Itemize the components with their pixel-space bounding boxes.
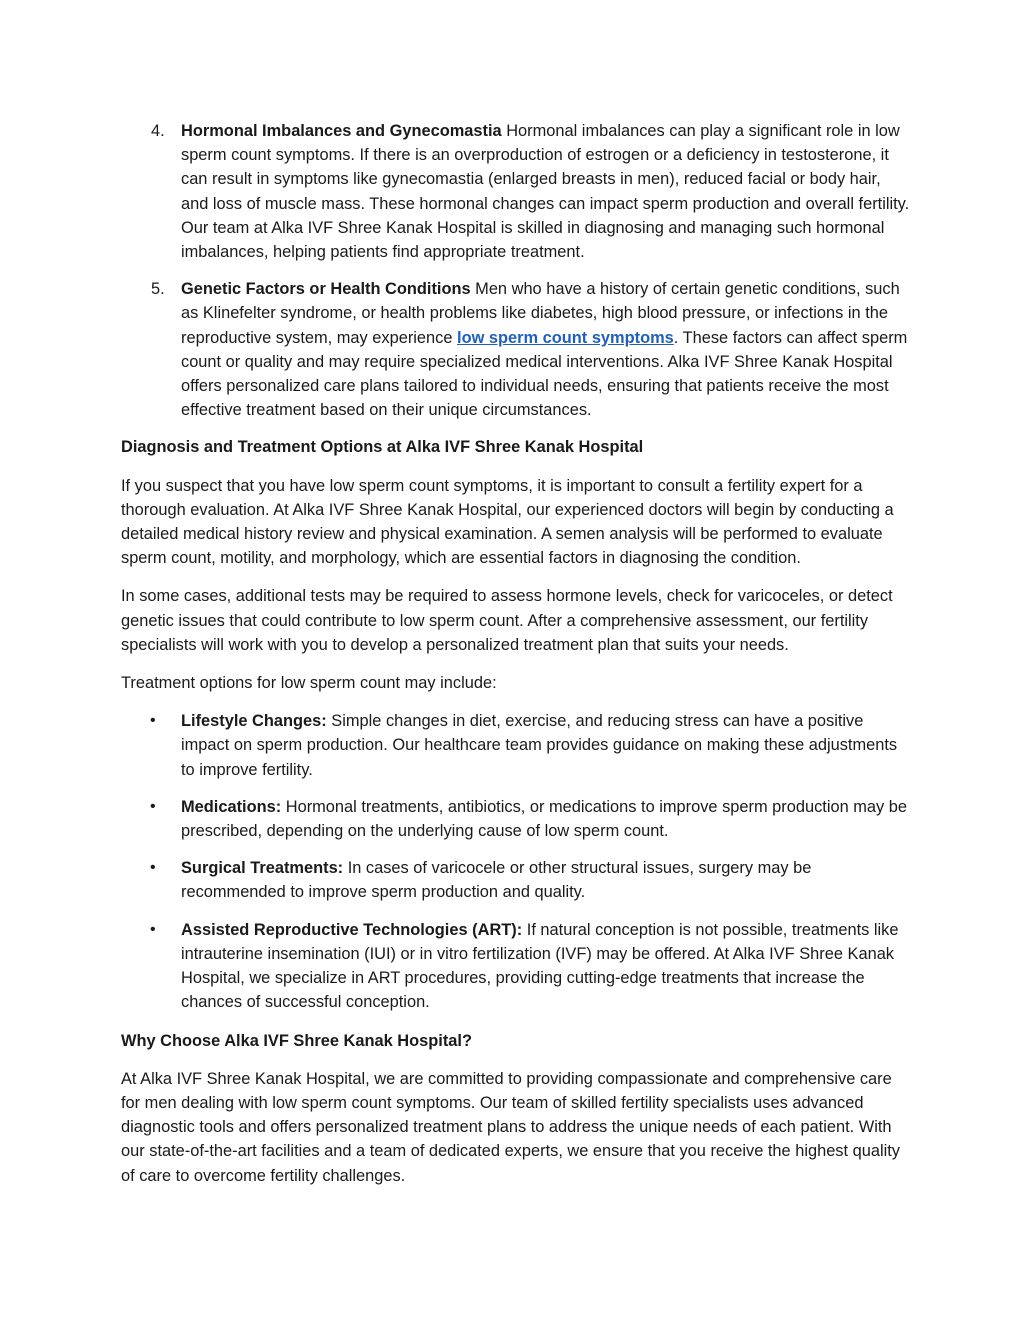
- bullet-title: Surgical Treatments:: [181, 859, 344, 878]
- list-number: 5.: [151, 280, 165, 299]
- bullet-text: Simple changes in diet, exercise, and reducing stress can have a positive impact on sperm production. Our healthcare team provides guidance on making these adjustments to improve fertility.: [181, 712, 898, 779]
- bullet-item: [121, 918, 911, 1015]
- bullet-text: If natural conception is not possible, treatments like intrauterine insemination (IUI) or in vitro fertilization (IVF) may be offered. At Alka IVF Shree Kanak Hospital, we specialize in ART procedures, providing cutting-edge treatments that increase the chances of successful conception.: [181, 920, 899, 1012]
- why-choose-paragraph: At Alka IVF Shree Kanak Hospital, we are committed to providing compassionate and comprehensive care for men dealing with low sperm count symptoms. Our team of skilled fertility specialists uses advanced diagnostic tools and offers personalized treatment plans to address the unique needs of each patient. With our state-of-the-art facilities and a team of dedicated experts, we ensure that you receive the highest quality of care to overcome fertility challenges.: [121, 1069, 900, 1185]
- list-item: [121, 277, 911, 422]
- bullet-icon: •: [150, 797, 156, 815]
- diagnosis-paragraph-2: In some cases, additional tests may be required to assess hormone levels, check for varicoceles, or detect genetic issues that could contribute to low sperm count. After a comprehensive assessment, our fertility specialists will work with you to develop a personalized treatment plan that suits your needs.: [121, 587, 893, 654]
- item-text: Hormonal imbalances can play a significant role in low sperm count symptoms. If there is an overproduction of estrogen or a deficiency in testosterone, it can result in symptoms like gynecomastia (enlarged breasts in men), reduced facial or body hair, and loss of muscle mass. These hormonal changes can impact sperm production and overall fertility. Our team at Alka IVF Shree Kanak Hospital is skilled in diagnosing and managing such hormonal imbalances, helping patients find appropriate treatment.: [181, 122, 910, 262]
- diagnosis-heading: Diagnosis and Treatment Options at Alka IVF Shree Kanak Hospital: [121, 438, 644, 457]
- item-title: Hormonal Imbalances and Gynecomastia: [181, 122, 502, 140]
- bullet-item: [121, 856, 911, 904]
- item-text-after-link: . These factors can affect sperm count or quality and may require specialized medical interventions. Alka IVF Shree Kanak Hospital offers personalized care plans tailored to individual needs, ensuring that patients receive the most effective treatment based on their unique circumstances.: [181, 328, 908, 420]
- item-title: Genetic Factors or Health Conditions: [181, 280, 471, 299]
- bullet-text: In cases of varicocele or other structural issues, surgery may be recommended to improve sperm production and quality.: [181, 859, 812, 902]
- list-item: [121, 119, 911, 264]
- diagnosis-paragraph-1: If you suspect that you have low sperm count symptoms, it is important to consult a fertility expert for a thorough evaluation. At Alka IVF Shree Kanak Hospital, our experienced doctors will begin by conducting a detailed medical history review and physical examination. A semen analysis will be performed to evaluate sperm count, motility, and morphology, which are essential factors in diagnosing the condition.: [121, 476, 894, 568]
- list-number: 4.: [151, 122, 165, 140]
- bullet-title: Assisted Reproductive Technologies (ART):: [181, 920, 523, 939]
- bullet-icon: •: [150, 712, 156, 730]
- bullet-title: Lifestyle Changes:: [181, 712, 327, 731]
- low-sperm-count-symptoms-link[interactable]: low sperm count symptoms: [457, 328, 674, 347]
- bullet-icon: •: [150, 859, 156, 877]
- bullet-text: Hormonal treatments, antibiotics, or medications to improve sperm production may be prescribed, depending on the underlying cause of low sperm count.: [181, 797, 908, 841]
- treatment-intro: Treatment options for low sperm count may include:: [121, 674, 497, 693]
- bullet-item: [121, 795, 911, 843]
- document-content: [121, 119, 911, 1202]
- bullet-icon: •: [150, 920, 156, 938]
- bullet-item: [121, 709, 911, 782]
- treatment-bullet-list: [121, 709, 911, 1014]
- why-choose-heading: Why Choose Alka IVF Shree Kanak Hospital?: [121, 1031, 472, 1050]
- item-text-before-link: Men who have a history of certain genetic conditions, such as Klinefelter syndrome, or health problems like diabetes, high blood pressure, or infections in the reproductive system, may experience: [181, 280, 900, 347]
- numbered-list: [121, 119, 911, 422]
- bullet-title: Medications:: [181, 797, 282, 816]
